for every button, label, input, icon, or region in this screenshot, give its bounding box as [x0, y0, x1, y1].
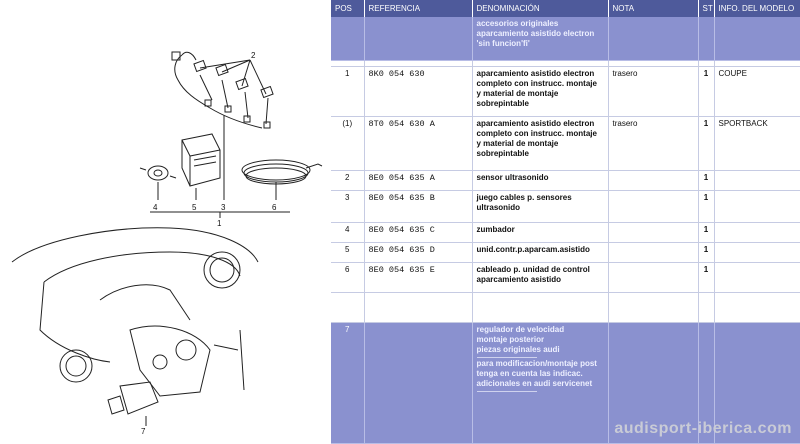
buzzer-drawing: [140, 166, 176, 180]
callout-6: 6: [272, 203, 277, 212]
header-st: ST: [698, 0, 714, 17]
callout-5: 5: [192, 203, 197, 212]
callout-7: 7: [141, 427, 146, 436]
header-nota: NOTA: [608, 0, 698, 17]
table-row[interactable]: (1) 8T0 054 630 A aparcamiento asistido electron completo con instrucc. montaje y material de montaje sobrepintable trasero 1 SPORTBACK: [331, 116, 800, 170]
table-row[interactable]: 5 8E0 054 635 D unid.contr.p.aparcam.asistido 1: [331, 242, 800, 262]
table-header-row: [331, 0, 800, 17]
intro-description: accesorios originales aparcamiento asistido electron 'sin funcion'fi': [472, 17, 608, 60]
parts-table: [331, 0, 800, 444]
header-pos: POS: [331, 0, 364, 17]
coiled-cable-drawing: [242, 160, 322, 184]
parts-diagram: [0, 0, 330, 444]
header-referencia: REFERENCIA: [364, 0, 472, 17]
table-row-7[interactable]: 7 regulador de velocidad montaje posterior piezas originales audi para modificacion/montaje post tenga en cuenta las indicac. adicionales en audi servicenet: [331, 322, 800, 444]
header-denominacion: DENOMINACIÓN: [472, 0, 608, 17]
sensor-harness-drawing: [172, 52, 273, 128]
callout-1: 1: [217, 219, 222, 228]
header-modelo: INFO. DEL MODELO: [714, 0, 800, 17]
table-row[interactable]: 1 8K0 054 630 aparcamiento asistido electron completo con instrucc. montaje y material de montaje sobrepintable trasero 1 COUPE: [331, 66, 800, 116]
table-row[interactable]: 6 8E0 054 635 E cableado p. unidad de control aparcamiento asistido 1: [331, 262, 800, 292]
watermark: audisport-iberica.com: [614, 420, 792, 437]
callout-3: 3: [221, 203, 226, 212]
table-row[interactable]: 2 8E0 054 635 A sensor ultrasonido 1: [331, 170, 800, 190]
table-row[interactable]: 4 8E0 054 635 C zumbador 1: [331, 222, 800, 242]
callout-2: 2: [251, 51, 256, 60]
table-row[interactable]: 3 8E0 054 635 B juego cables p. sensores ultrasonido 1: [331, 190, 800, 222]
control-unit-drawing: [182, 134, 220, 186]
dashboard-drawing: [12, 228, 258, 426]
callout-4: 4: [153, 203, 158, 212]
intro-row: [331, 17, 800, 60]
